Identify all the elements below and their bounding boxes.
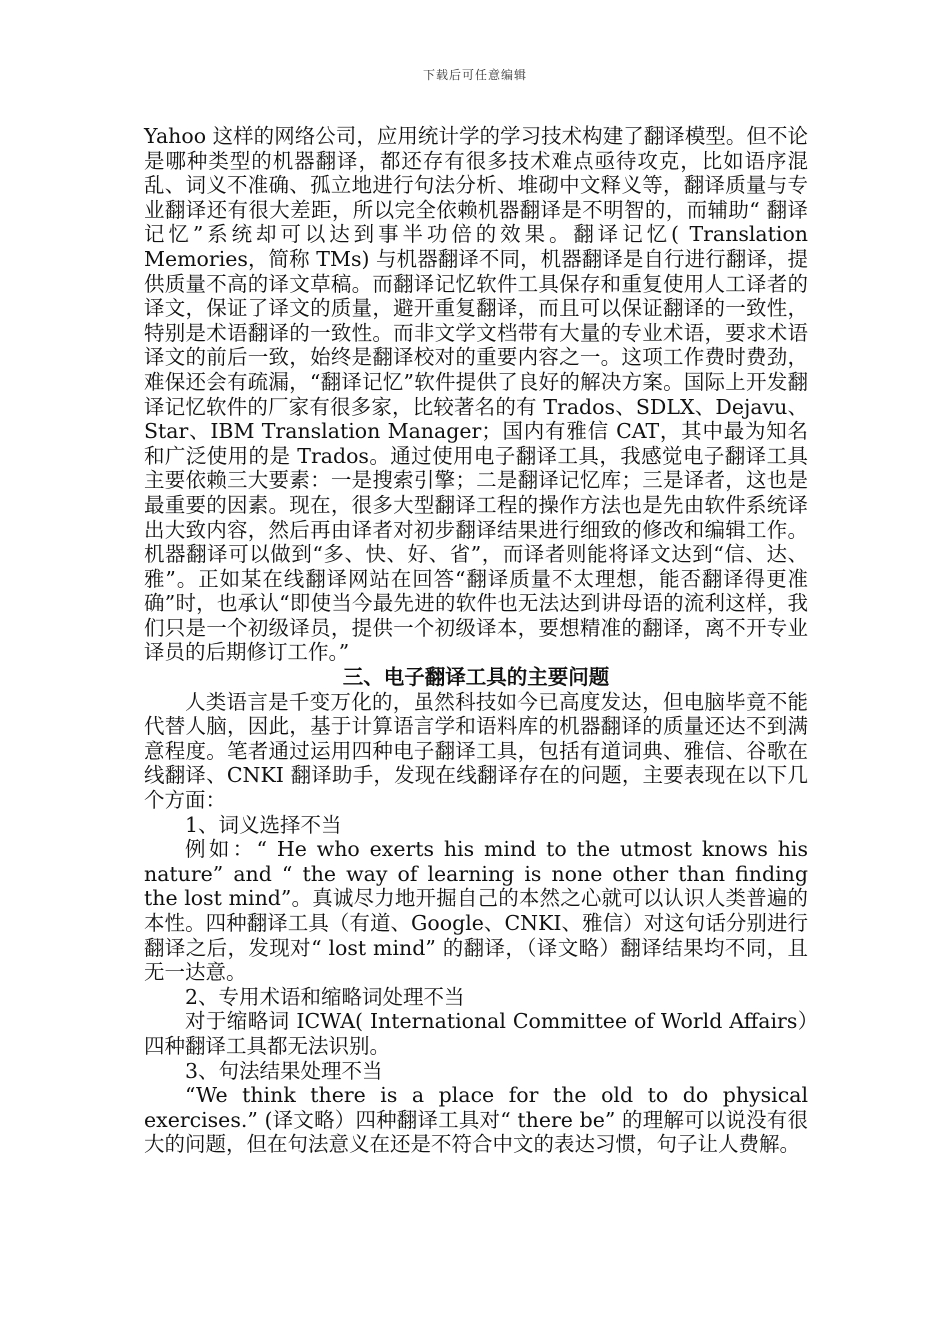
item-3-title: 3、句法结果处理不当	[185, 1058, 383, 1083]
item-1-title: 1、词义选择不当	[185, 812, 342, 837]
item-2-text: 对于缩略词 ICWA( International Committee of World Affairs）四种翻译工具都无法识别。	[144, 1009, 808, 1058]
item-3-text: “We think there is a place for the old to do physical exercises.” (译文略）四种翻译工具对“ there be” 的理解可以说没有很大的问题，但在句法意义在还是不符合中文的表达习惯，句子让人费解。	[144, 1083, 808, 1157]
page-header-note: 下载后可任意编辑	[422, 68, 527, 82]
paragraph-intro-problems: 人类语言是千变万化的，虽然科技如今已高度发达，但电脑毕竟不能代替人脑，因此，基于计算语言学和语料库的机器翻译的质量还达不到满意程度。笔者通过运用四种电子翻译工具，包括有道词典、雅信、谷歌在线翻译、CNKI 翻译助手，发现在线翻译存在的问题，主要表现在以下几个方面：	[144, 689, 808, 813]
item-1-text: 例如：“ He who exerts his mind to the utmost knows his nature” and “ the way of learning is none other than finding the lost mind”。真诚尽力地开掘自己的本然之心就可以认识人类普遍的本性。四种翻译工具（有道、Google、CNKI、雅信）对这句话分别进行翻译之后，发现对“ lost mind” 的翻译，（译文略）翻译结果均不同，且无一达意。	[144, 837, 808, 985]
document-body	[144, 124, 808, 1157]
item-2-title: 2、专用术语和缩略词处理不当	[185, 984, 465, 1009]
section-heading: 三、电子翻译工具的主要问题	[342, 665, 610, 690]
paragraph-translation-memory: Yahoo 这样的网络公司，应用统计学的学习技术构建了翻译模型。但不论是哪种类型的机器翻译，都还存有很多技术难点亟待攻克，比如语序混乱、词义不准确、孤立地进行句法分析、堆砌中文释义等，翻译质量与专业翻译还有很大差距，所以完全依赖机器翻译是不明智的，而辅助“ 翻译记忆”系统却可以达到事半功倍的效果。翻译记忆( Translation Memories，简称 TMs) 与机器翻译不同，机器翻译是自行进行翻译，提供质量不高的译文草稿。而翻译记忆软件工具保存和重复使用人工译者的译文，保证了译文的质量，避开重复翻译，而且可以保证翻译的一致性，特别是术语翻译的一致性。而非文学文档带有大量的专业术语，要求术语译文的前后一致，始终是翻译校对的重要内容之一。这项工作费时费劲，难保还会有疏漏，“翻译记忆”软件提供了良好的解决方案。国际上开发翻译记忆软件的厂家有很多家，比较著名的有 Trados、SDLX、Dejavu、Star、IBM Translation Manager；国内有雅信 CAT，其中最为知名和广泛使用的是 Trados。通过使用电子翻译工具，我感觉电子翻译工具主要依赖三大要素：一是搜索引擎；二是翻译记忆库；三是译者，这也是最重要的因素。现在，很多大型翻译工程的操作方法也是先由软件系统译出大致内容，然后再由译者对初步翻译结果进行细致的修改和编辑工作。机器翻译可以做到“多、快、好、省”，而译者则能将译文达到“信、达、雅”。正如某在线翻译网站在回答“翻译质量不太理想，能否翻译得更准确”时，也承认“即使当今最先进的软件也无法达到讲母语的流利这样，我们只是一个初级译员，提供一个初级译本，要想精准的翻译，离不开专业译员的后期修订工作。”	[144, 124, 808, 665]
